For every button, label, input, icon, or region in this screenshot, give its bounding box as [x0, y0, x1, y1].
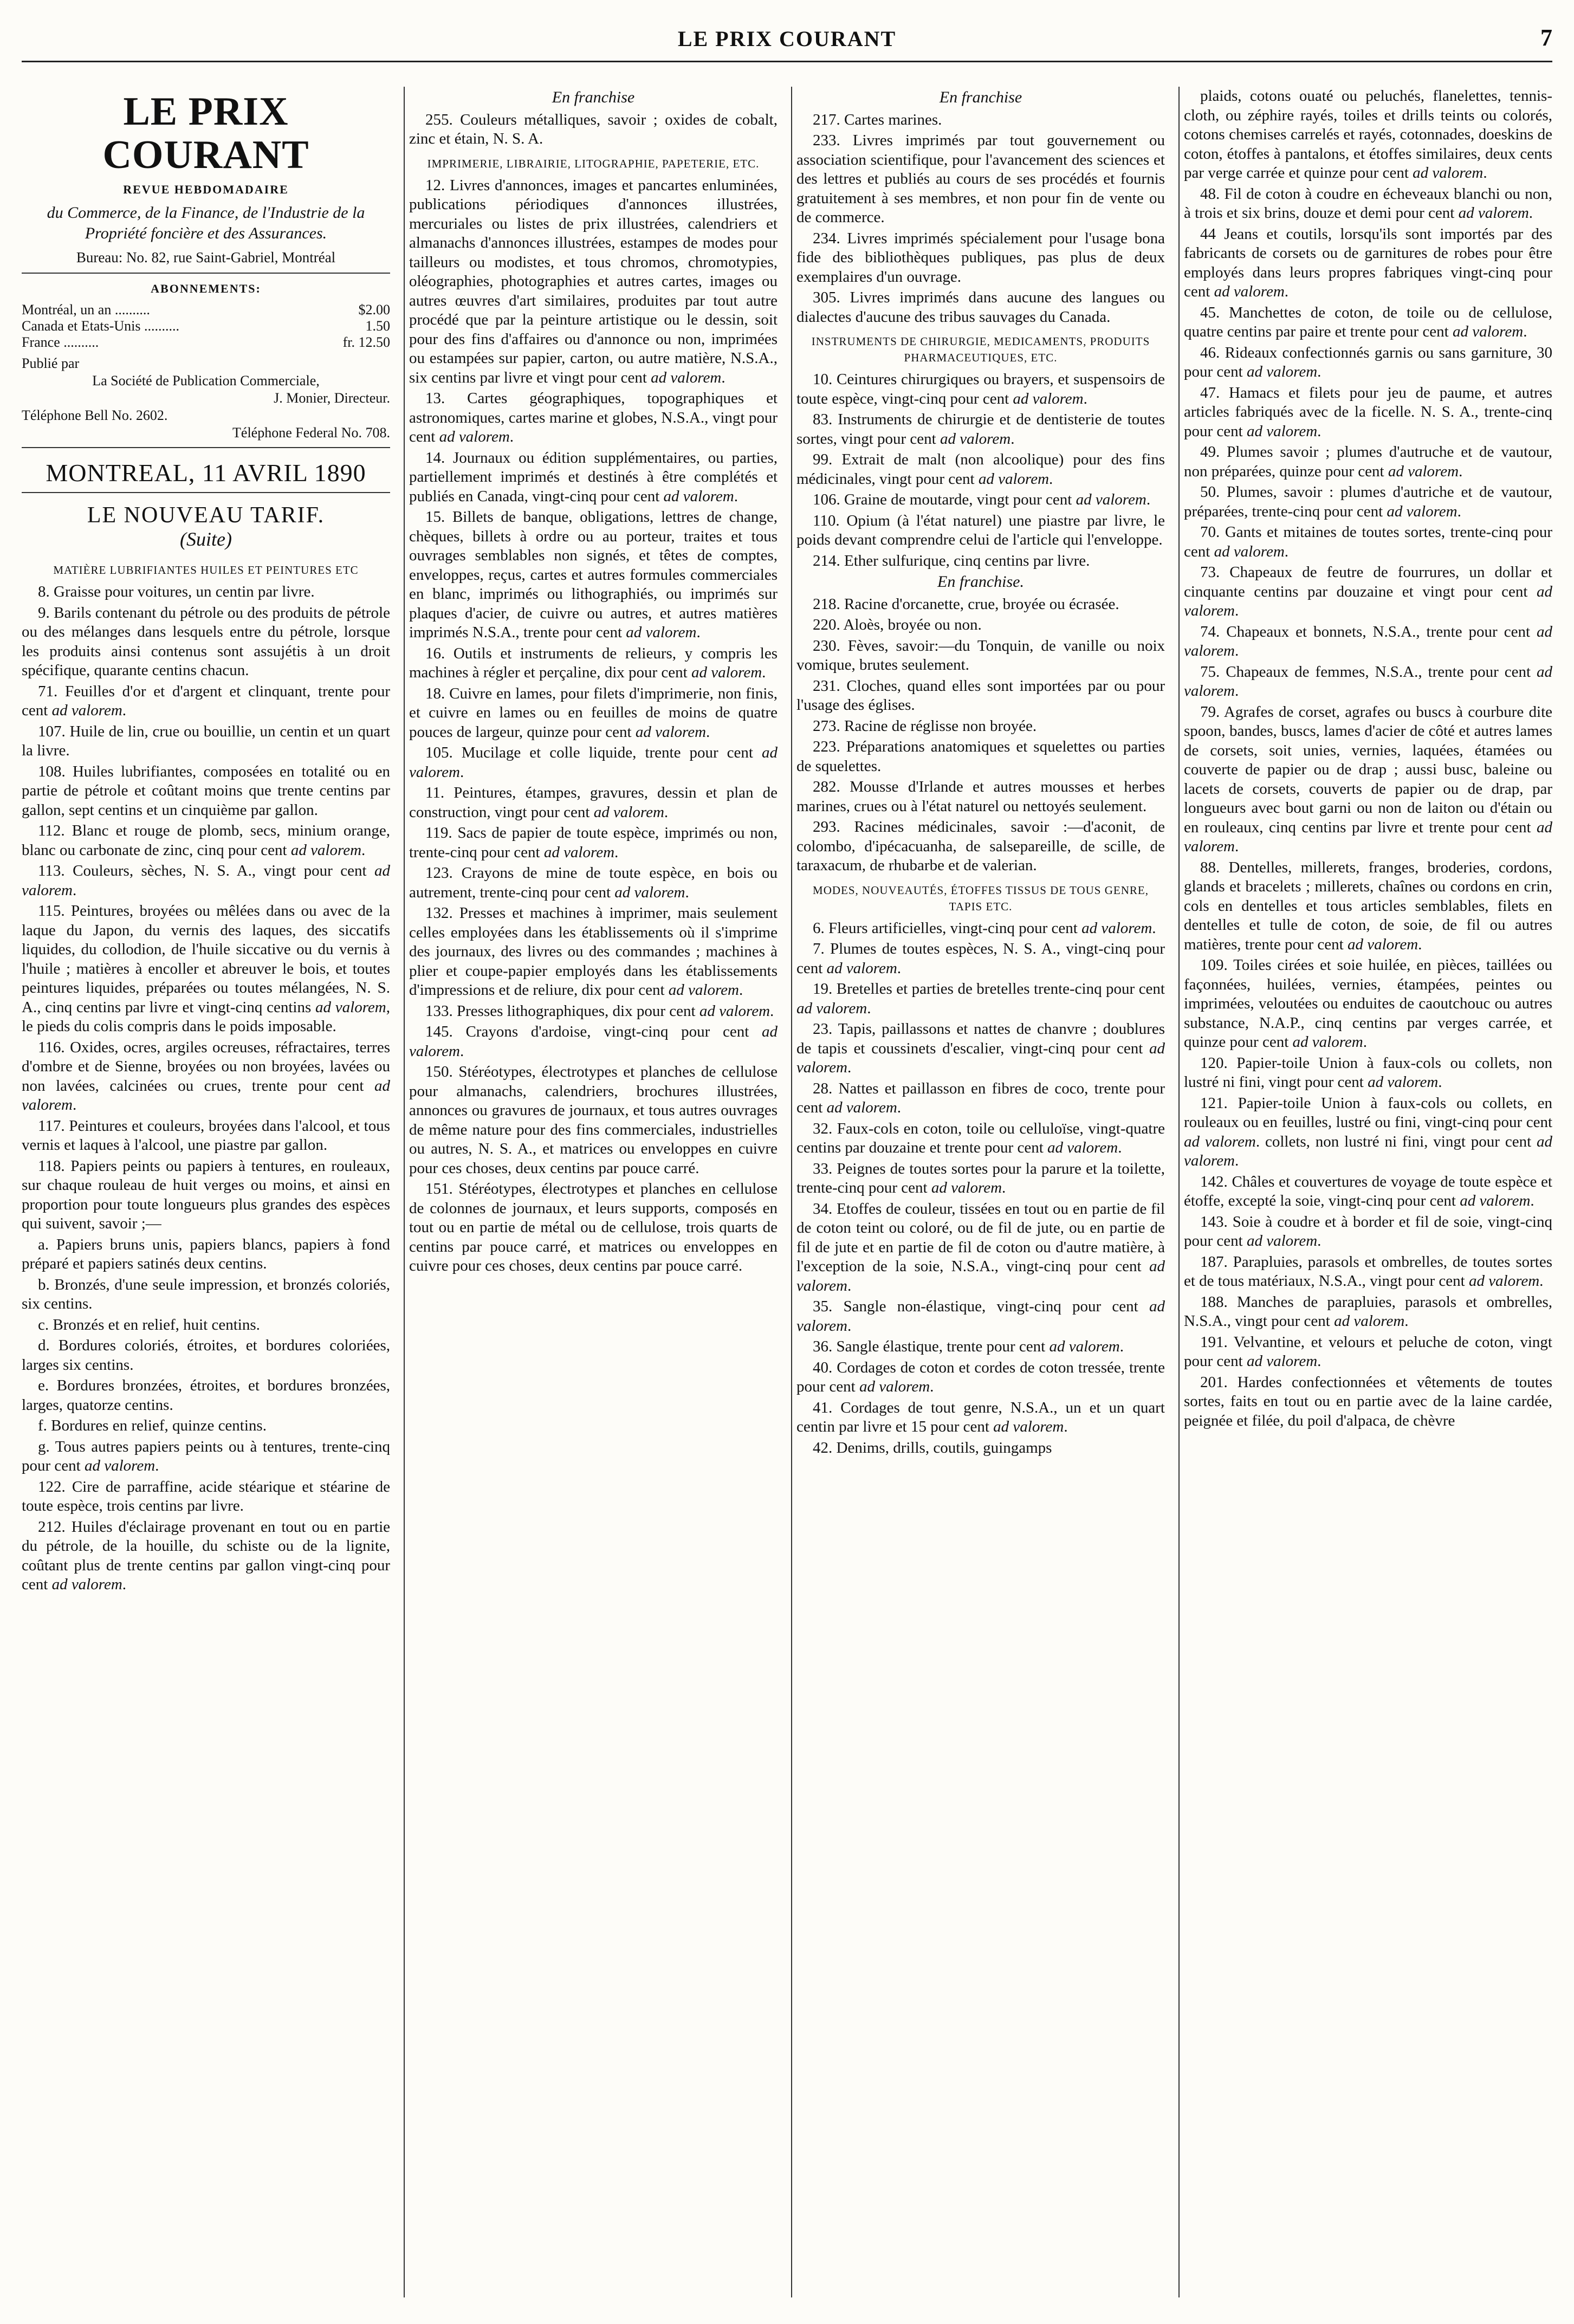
tariff-entry: 48. Fil de coton à coudre en écheveaux blanchi ou non, à trois et six brins, douze et demi pour cent ad valorem.: [1184, 185, 1552, 222]
column-3: [796, 87, 1165, 1459]
abonnement-row: [22, 302, 390, 318]
tariff-entry: 142. Châles et couvertures de voyage de toute espèce et étoffe, excepté la soie, vingt-cinq pour cent ad valorem.: [1184, 1173, 1552, 1209]
tariff-entry: 113. Couleurs, sèches, N. S. A., vingt pour cent ad valorem.: [22, 862, 390, 899]
tariff-entry: 108. Huiles lubrifiantes, composées en totalité ou en partie de pétrole et coûtant moins que trente centins par gallon, sept centins et un cinquième par gallon.: [22, 762, 390, 819]
tariff-entry: e. Bordures bronzées, étroites, et bordures bronzées, larges, quatorze centins.: [22, 1377, 390, 1414]
tariff-entry: 217. Cartes marines.: [813, 111, 942, 128]
tariff-entry: d. Bordures coloriés, étroites, et bordures coloriées, larges six centins.: [22, 1337, 390, 1374]
tariff-entry: 151. Stéréotypes, électrotypes et planches en cellulose de colonnes de journaux, et leurs supports, composés en tout ou en partie de métal ou de cellulose, trois quarts de centins par pouce carré, et matrices ou enveloppes en cuivre pour ces choses, deux centins par pouce carré.: [409, 1180, 778, 1274]
column-4: [1184, 87, 1552, 1432]
column-rule: [791, 87, 792, 2297]
tariff-entry: 41. Cordages de tout genre, N.S.A., un et un quart centin par livre et 15 pour cent ad valorem.: [796, 1399, 1165, 1435]
article-suite: (Suite): [180, 528, 232, 550]
tariff-entry: 223. Préparations anatomiques et squelettes ou parties de squelettes.: [796, 738, 1165, 775]
tariff-entry: 118. Papiers peints ou papiers à tentures, en rouleaux, sur chaque rouleau de huit verges ou moins, et ainsi en proportion pour toute longueurs plus grandes des espèces qui suivent, savoir ;—: [22, 1157, 390, 1232]
tariff-entry: 293. Racines médicinales, savoir :—d'aconit, de colombo, d'ipécacuanha, de salsepareille, de scille, de taraxacum, de rhubarbe et de valerian.: [796, 818, 1165, 874]
tariff-entry: f. Bordures en relief, quinze centins.: [38, 1417, 267, 1434]
tariff-entry: 74. Chapeaux et bonnets, N.S.A., trente pour cent ad valorem.: [1184, 623, 1552, 659]
franchise-heading: En franchise: [939, 88, 1022, 106]
column-1: [22, 87, 390, 1596]
divider: [22, 492, 390, 493]
tariff-entry: 305. Livres imprimés dans aucune des langues ou dialectes d'aucune des tribus sauvages du Canada.: [796, 289, 1165, 326]
abonnement-price: 1.50: [365, 318, 390, 334]
tariff-entry: 121. Papier-toile Union à faux-cols ou collets, en rouleaux ou en feuilles, lustré ou fini, vingt-cinq pour cent ad valorem. collets, non lustré ni fini, vingt pour cent ad valorem.: [1184, 1094, 1553, 1169]
tariff-entry: 106. Graine de moutarde, vingt pour cent ad valorem.: [813, 491, 1151, 508]
tariff-entry: 233. Livres imprimés par tout gouvernement ou association scientifique, pour l'avancement des sciences et des lettres et publiés au cours de ses procédés et fournis gratuitement à ses membres, et non pour fin de vente ou de commerce.: [796, 132, 1165, 226]
franchise-heading: En franchise: [552, 88, 635, 106]
abonnement-row: [22, 318, 390, 334]
tariff-entry: 71. Feuilles d'or et d'argent et clinquant, trente pour cent ad valorem.: [22, 682, 390, 719]
abonnement-label: Canada et Etats-Unis ..........: [22, 318, 179, 334]
tariff-entry: 212. Huiles d'éclairage provenant en tout ou en partie du pétrole, de la houille, du schiste ou de la lignite, coûtant plus de trente centins par gallon vingt-cinq pour cent ad valorem.: [22, 1518, 390, 1593]
tariff-entry: 117. Peintures et couleurs, broyées dans l'alcool, et tous vernis et laques à l'alcool, une piastre par gallon.: [22, 1117, 390, 1154]
tariff-entry: b. Bronzés, d'une seule impression, et bronzés coloriés, six centins.: [22, 1276, 390, 1312]
article-title: LE NOUVEAU TARIF.: [87, 503, 325, 528]
tariff-entry: g. Tous autres papiers peints ou à tentures, trente-cinq pour cent ad valorem.: [22, 1438, 390, 1474]
tariff-entry: 115. Peintures, broyées ou mêlées dans ou avec de la laque du Japon, du vernis des laques, des siccatifs liquides, du collodion, de l'huile siccative ou du vernis à l'huile ; matières à encoller et abreuver le bois, et toutes peintures liquides, préparées ou toutes mélangées, N. S. A., cinq centins par livre et vingt-cinq centins ad valorem, le pieds du colis compris dans le poids imposable.: [22, 902, 390, 1035]
running-title: LE PRIX COURANT: [677, 27, 897, 51]
entries-col4: [1184, 87, 1552, 1430]
tariff-entry: 23. Tapis, paillassons et nattes de chanvre ; doublures de tapis et coussinets d'escalier, vingt-cinq pour cent ad valorem.: [796, 1020, 1165, 1076]
tariff-entry: 40. Cordages de coton et cordes de coton tressée, trente pour cent ad valorem.: [796, 1358, 1165, 1395]
tariff-entry: 150. Stéréotypes, électrotypes et planches de cellulose pour almanachs, calendriers, brochures illustrées, annonces ou gravures de journaux, et tous autres ouvrages de même nature pour des fins commerciales, industrielles ou autres, N. S. A., et matrices ou enveloppes en cuivre pour ces choses, deux centins par pouce carré.: [409, 1063, 778, 1177]
masthead-subtitle: du Commerce, de la Finance, de l'Industrie de la Propriété foncière et des Assurances.: [47, 203, 365, 242]
abonnement-price: fr. 12.50: [342, 334, 390, 350]
tariff-entry: 201. Hardes confectionnées et vêtements de toutes sortes, faits en tout ou en partie avec de la laine cardée, peignée et filée, du poil d'alpaca, de chèvre: [1184, 1373, 1552, 1429]
section-heading: INSTRUMENTS DE CHIRURGIE, MEDICAMENTS, PRODUITS PHARMACEUTIQUES, ETC.: [811, 335, 1150, 364]
tariff-entry: 88. Dentelles, millerets, franges, broderies, cordons, glands et bracelets ; millerets, chaînes ou cordons en crin, cols en dentelles et tous articles semblables, filets en dentelles et tulle de coton, de soie, de fil ou autres matières, trente pour cent ad valorem.: [1184, 858, 1552, 953]
publie-par: Publié par: [22, 355, 80, 371]
tariff-entry: 75. Chapeaux de femmes, N.S.A., trente pour cent ad valorem.: [1184, 663, 1552, 700]
tariff-entry: 188. Manches de parapluies, parasols et ombrelles, N.S.A., vingt pour cent ad valorem.: [1184, 1293, 1552, 1330]
abonnement-price: $2.00: [358, 301, 390, 318]
tariff-entry: 79. Agrafes de corset, agrafes ou buscs à courbure dite spoon, bandes, buscs, lames d'acier de côté et autres lames de corsets, soit unies, vernies, laquées, étamées ou couverte de papier ou de drap ; aussi busc, baleine ou lacets de corsets, couverts de papier ou de drap, par longueurs avec bout garni ou non de laiton ou d'étain ou en rouleaux, cinq centins par livre et trente pour cent ad valorem.: [1184, 703, 1552, 855]
entries-col3c: [796, 595, 1165, 876]
tariff-entry: 255. Couleurs métalliques, savoir ; oxides de cobalt, zinc et étain, N. S. A.: [409, 111, 778, 147]
tariff-entry: 9. Barils contenant du pétrole ou des produits de pétrole ou des mélanges dans lesquels entre du pétrole, lorsque les produits ainsi contenus sont assujétis à un droit spécifique, quarante centins chacun.: [22, 604, 390, 679]
tariff-entry: 35. Sangle non-élastique, vingt-cinq pour cent ad valorem.: [796, 1298, 1165, 1335]
tariff-entry: 231. Cloches, quand elles sont importées par ou pour l'usage des églises.: [796, 677, 1165, 714]
masthead-revue: REVUE HEBDOMADAIRE: [123, 183, 289, 196]
tariff-entry: 214. Ether sulfurique, cinq centins par livre.: [813, 552, 1090, 569]
tariff-entry: 73. Chapeaux de feutre de fourrures, un dollar et cinquante centins par douzaine et vingt pour cent ad valorem.: [1184, 564, 1552, 619]
entries-col3a: [796, 111, 1165, 327]
tariff-entry: plaids, cotons ouaté ou peluchés, flanelettes, tennis-cloth, ou zéphire rayés, toiles et drills teints ou colorés, cotons chemises carrelés et rayés, cotonnades, doeskins de coton, étoffes à pantalons, et étoffes similaires, deux cents par verge carrée et quinze pour cent ad valorem.: [1184, 87, 1552, 182]
tariff-entry: 50. Plumes, savoir : plumes d'autriche et de vautour, préparées, trente-cinq pour cent ad valorem.: [1184, 483, 1552, 520]
running-header: [22, 22, 1552, 60]
tariff-entry: 11. Peintures, étampes, gravures, dessin et plan de construction, vingt pour cent ad valorem.: [409, 784, 778, 821]
tel-bell: Téléphone Bell No. 2602.: [22, 407, 168, 423]
tariff-entry: 273. Racine de réglisse non broyée.: [813, 717, 1037, 735]
tariff-entry: 7. Plumes de toutes espèces, N. S. A., vingt-cinq pour cent ad valorem.: [796, 940, 1165, 977]
tariff-entry: 99. Extrait de malt (non alcoolique) pour des fins médicinales, vingt pour cent ad valorem.: [796, 451, 1165, 488]
tariff-entry: 15. Billets de banque, obligations, lettres de change, chèques, billets à ordre ou au porteur, traites et tous ouvrages semblables non signés, et têtes de comptes, enveloppes, reçus, cartes et autres formules commerciales en blanc, imprimés ou lithographiés, ou imprimés sur plaques d'acier, de cuivre ou autres, et autres matières imprimés N.S.A., trente pour cent ad valorem.: [409, 508, 778, 641]
tariff-entry: 109. Toiles cirées et soie huilée, en pièces, taillées ou façonnées, huilées, vernies, étampées, peintes ou imprimées, veloutées ou enduites de caoutchouc ou autres substance, N.A.P., cinq centins par verges carrée, et quinze pour cent ad valorem.: [1184, 956, 1552, 1051]
tariff-entry: 105. Mucilage et colle liquide, trente pour cent ad valorem.: [409, 744, 778, 781]
abonnement-label: Montréal, un an ..........: [22, 301, 150, 318]
tariff-entry: 6. Fleurs artificielles, vingt-cinq pour cent ad valorem.: [813, 919, 1156, 937]
tariff-entry: 32. Faux-cols en coton, toile ou celluloïse, vingt-quatre centins par douzaine et trente pour cent ad valorem.: [796, 1119, 1165, 1156]
column-rule: [1178, 87, 1180, 2297]
tariff-entry: 110. Opium (à l'état naturel) une piastre par livre, le poids devant comprendre celui de l'article qui l'enveloppe.: [796, 512, 1165, 548]
abonnement-row: [22, 334, 390, 351]
tariff-entry: 120. Papier-toile Union à faux-cols ou collets, non lustré ni fini, vingt pour cent ad valorem.: [1184, 1054, 1552, 1091]
entries-col2b: [409, 176, 778, 1276]
tariff-entry: 123. Crayons de mine de toute espèce, en bois ou autrement, trente-cinq pour cent ad valorem.: [409, 864, 778, 901]
tariff-entry: 218. Racine d'orcanette, crue, broyée ou écrasée.: [813, 595, 1119, 613]
entries-col1: [22, 582, 390, 1595]
tariff-entry: 10. Ceintures chirurgiques ou brayers, et suspensoirs de toute espèce, vingt-cinq pour cent ad valorem.: [796, 371, 1165, 407]
column-rule: [404, 87, 405, 2297]
tariff-entry: 36. Sangle élastique, trente pour cent ad valorem.: [813, 1338, 1124, 1355]
newspaper-page: [22, 22, 1552, 2302]
tariff-entry: 119. Sacs de papier de toute espèce, imprimés ou non, trente-cinq pour cent ad valorem.: [409, 824, 778, 861]
tariff-entry: 234. Livres imprimés spécialement pour l'usage bona fide des bibliothèques publiques, pas plus de deux exemplaires d'un ouvrage.: [796, 229, 1165, 286]
tariff-entry: 14. Journaux ou édition supplémentaires, ou parties, partiellement imprimés et destinés à être complétés et publiés en Canada, vingt-cinq pour cent ad valorem.: [409, 449, 778, 505]
tariff-entry: 112. Blanc et rouge de plomb, secs, minium orange, blanc ou carbonate de zinc, cinq pour cent ad valorem.: [22, 822, 390, 859]
tariff-entry: 143. Soie à coudre et à border et fil de soie, vingt-cinq pour cent ad valorem.: [1184, 1213, 1552, 1250]
entries-col2a: [409, 111, 778, 149]
tariff-entry: 70. Gants et mitaines de toutes sortes, trente-cinq pour cent ad valorem.: [1184, 523, 1552, 560]
tariff-entry: 49. Plumes savoir ; plumes d'autruche et de vautour, non préparées, quinze pour cent ad valorem.: [1184, 443, 1552, 480]
divider: [22, 447, 390, 448]
tariff-entry: 46. Rideaux confectionnés garnis ou sans garniture, 30 pour cent ad valorem.: [1184, 344, 1552, 380]
header-rule: [22, 61, 1552, 62]
tariff-entry: 42. Denims, drills, coutils, guingamps: [813, 1439, 1052, 1456]
tariff-entry: 191. Velvantine, et velours et peluche de coton, vingt pour cent ad valorem.: [1184, 1333, 1552, 1370]
entries-col3b: [796, 370, 1165, 571]
tariff-entry: 107. Huile de lin, crue ou bouillie, un centin et un quart la livre.: [22, 722, 390, 759]
societe: La Société de Publication Commerciale,: [92, 372, 320, 389]
masthead-title: LE PRIX COURANT: [102, 89, 309, 177]
tariff-entry: 33. Peignes de toutes sortes pour la parure et la toilette, trente-cinq pour cent ad valorem.: [796, 1160, 1165, 1196]
tariff-entry: 19. Bretelles et parties de bretelles trente-cinq pour cent ad valorem.: [796, 980, 1165, 1017]
tariff-entry: 18. Cuivre en lames, pour filets d'imprimerie, non finis, et cuivre en lames ou en feuilles de moins de quatre pouces de largeur, quinze pour cent ad valorem.: [409, 684, 778, 741]
section-heading: MATIÈRE LUBRIFIANTES HUILES ET PEINTURES ETC: [53, 564, 359, 577]
divider: [22, 273, 390, 274]
abonnement-label: France ..........: [22, 334, 99, 350]
tariff-entry: 187. Parapluies, parasols et ombrelles, de toutes sortes et de tous matériaux, N.S.A., vingt pour cent ad valorem.: [1184, 1253, 1552, 1290]
abonnements-list: [22, 302, 390, 351]
tariff-entry: 133. Presses lithographiques, dix pour cent ad valorem.: [425, 1002, 774, 1020]
tariff-entry: 116. Oxides, ocres, argiles ocreuses, réfractaires, terres d'ombre et de Sienne, broyées ou non broyées, lavées ou non lavées, calcinées ou crues, trente pour cent ad valorem.: [22, 1038, 390, 1114]
tariff-entry: 282. Mousse d'Irlande et autres mousses et herbes marines, crues ou à l'état naturel ou nettoyés seulement.: [796, 778, 1165, 815]
abonnements-heading: ABONNEMENTS:: [151, 282, 261, 295]
tariff-entry: 47. Hamacs et filets pour jeu de paume, et autres articles fabriqués avec de la ficelle. N. S. A., trente-cinq pour cent ad valorem.: [1184, 384, 1552, 440]
entries-col3d: [796, 919, 1165, 1458]
tariff-entry: 16. Outils et instruments de relieurs, y compris les machines à régler et perçaline, dix pour cent ad valorem.: [409, 644, 778, 681]
tariff-entry: 132. Presses et machines à imprimer, mais seulement celles employées dans les établissements où il s'imprime des journaux, des livres ou des commandes ; machines à plier et coupe-papier employés dans les établissements d'impressions et de reliure, dix pour cent ad valorem.: [409, 904, 778, 999]
tariff-entry: 13. Cartes géographiques, topographiques et astronomiques, cartes marine et globes, N.S.A., vingt pour cent ad valorem.: [409, 390, 778, 445]
masthead-bureau: Bureau: No. 82, rue Saint-Gabriel, Montréal: [76, 249, 336, 266]
tariff-entry: 83. Instruments de chirurgie et de dentisterie de toutes sortes, vingt pour cent ad valorem.: [796, 411, 1165, 448]
tariff-entry: c. Bronzés et en relief, huit centins.: [38, 1316, 260, 1333]
tariff-entry: 45. Manchettes de coton, de toile ou de cellulose, quatre centins par paire et trente pour cent ad valorem.: [1184, 303, 1552, 340]
issue-date: MONTREAL, 11 AVRIL 1890: [46, 458, 366, 487]
tariff-entry: 230. Fèves, savoir:—du Tonquin, de vanille ou noix vomique, brutes seulement.: [796, 637, 1165, 674]
section-heading: IMPRIMERIE, LIBRAIRIE, LITOGRAPHIE, PAPETERIE, ETC.: [427, 157, 760, 170]
directeur: J. Monier, Directeur.: [274, 390, 390, 406]
tariff-entry: 34. Etoffes de couleur, tissées en tout ou en partie de fil de coton teint ou coloré, ou de fil de jute, ou en partie de fil de jute et en partie de fil de coton ou d'autre matière, à l'exception de la soie, N.S.A., vingt-cinq pour cent ad valorem.: [796, 1200, 1165, 1294]
tariff-entry: 8. Graisse pour voitures, un centin par livre.: [38, 583, 315, 600]
tariff-entry: 145. Crayons d'ardoise, vingt-cinq pour cent ad valorem.: [409, 1023, 778, 1060]
franchise-heading: En franchise.: [937, 573, 1024, 591]
tariff-entry: 44 Jeans et coutils, lorsqu'ils sont importés par des fabricants de corsets ou de garnitures de robes pour être employés dans leurs propres fabriques vingt-cinq pour cent ad valorem.: [1184, 225, 1552, 300]
page-number: 7: [1540, 24, 1552, 51]
tel-federal: Téléphone Federal No. 708.: [232, 424, 390, 441]
tariff-entry: 122. Cire de parraffine, acide stéarique et stéarine de toute espèce, trois centins par livre.: [22, 1478, 390, 1514]
section-heading: MODES, NOUVEAUTÉS, ÉTOFFES TISSUS DE TOUS GENRE, TAPIS ETC.: [813, 883, 1149, 913]
column-2: [409, 87, 778, 1278]
tariff-entry: 220. Aloès, broyée ou non.: [813, 616, 982, 633]
tariff-entry: 28. Nattes et paillasson en fibres de coco, trente pour cent ad valorem.: [796, 1079, 1165, 1116]
tariff-entry: 12. Livres d'annonces, images et pancartes enluminées, publications périodiques d'annonces illustrées, mercuriales ou listes de prix illustrées, calendriers et almanachs d'annonces illustrées, estampes de modes pour tailleurs ou modistes, et tous chromos, chromotypies, oléographies, photographies et autres cartes, images ou autres œuvres d'art similaires, produites par tout autre procédé que par la peinture artistique ou le dessin, soit pour des fins d'affaires ou d'annonce ou non, imprimées ou estampées sur papier, carton, ou autre matière, N.S.A., six centins par livre et vingt pour cent ad valorem.: [409, 176, 778, 386]
tariff-entry: a. Papiers bruns unis, papiers blancs, papiers à fond préparé et papiers satinés deux centins.: [22, 1235, 390, 1272]
